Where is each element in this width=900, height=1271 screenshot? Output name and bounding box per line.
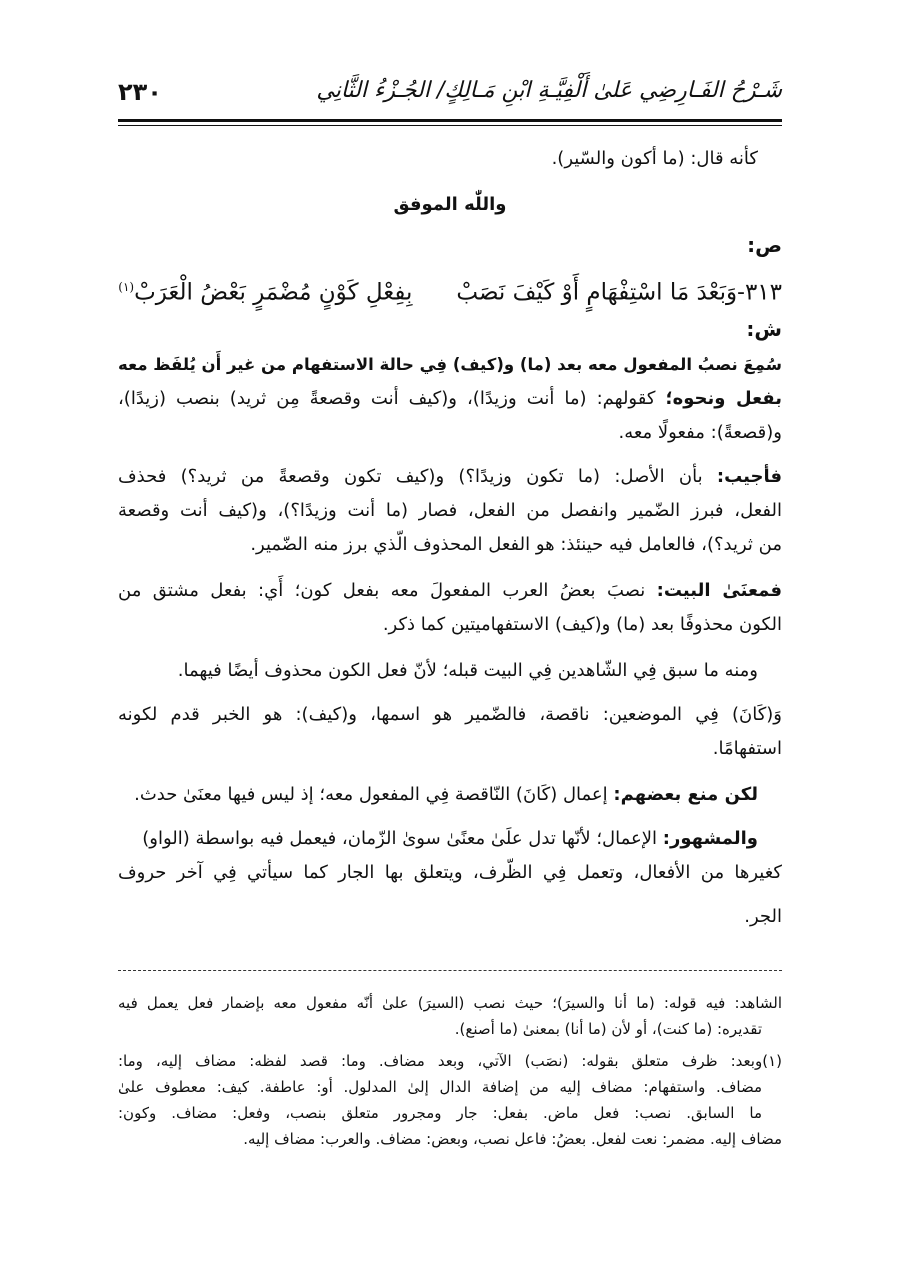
bold-phrase: فمعنَىٰ البيت: — [656, 580, 782, 601]
footnote-line: (١)وبعد: ظرف متعلق بقوله: (نصَب) الآتي، وبعد مضاف. وما: قصد لفظه: مضاف إليه، وما: — [118, 1052, 782, 1070]
paragraph-line: و(قصعةً): مفعولًا معه. — [618, 422, 782, 443]
paragraph-line: الفعل، فبرز الضّمير وانفصل من الفعل، فصار (ما أنت وزيدًا؟)، و(كيف أنت وقصعة — [118, 500, 782, 521]
paragraph-text: كقولهم: (ما أنت وزيدًا)، و(كيف أنت وقصعةً مِن ثريد) بنصب (زيدًا)، — [118, 388, 666, 409]
closing-phrase: واللّٰه الموفق — [393, 194, 507, 215]
paragraph-line — [118, 578, 782, 604]
footnote-line: ما السابق. نصب: فعل ماض. بفعل: جار ومجرور متعلق بنصب، وفعل: مضاف. وكون: — [118, 1104, 762, 1122]
paragraph-text: نصبَ بعضُ العرب المفعولَ معه بفعل كون؛ أَي: بفعل مشتق من — [118, 580, 657, 601]
header-title: شَـرْحُ الفَـارِضِي عَلىٰ أَلْفِيَّـةِ ابْنِ مَـالِكٍ/ الجُـزْءُ الثَّانِي — [316, 78, 782, 103]
header-rule-thick — [118, 119, 782, 122]
footnote-line: مضاف. واستفهام: مضاف إليه من إضافة الدال إلىٰ المدلول. أو: عاطفة. كيف: معطوف علىٰ — [118, 1078, 762, 1096]
verse-second-hemistich: بِفِعْلِ كَوْنٍ مُضْمَرٍ بَعْضُ الْعَرَبْ — [134, 279, 413, 306]
verse-line — [118, 270, 782, 310]
page-number: ٢٣٠ — [118, 78, 162, 106]
body-line: كأنه قال: (ما أكون والسّير). — [551, 148, 758, 169]
paragraph-line — [118, 386, 782, 412]
paragraph-line: استفهامًا. — [712, 738, 782, 759]
verse-first-hemistich: وَبَعْدَ مَا اسْتِفْهَامٍ أَوْ كَيْفَ نَصَبْ — [456, 279, 738, 306]
paragraph-line: من ثريد؟)، فالعامل فيه حينئذ: هو الفعل المحذوف الّذي برز منه الضّمير. — [250, 534, 782, 555]
paragraph-line: كغيرها من الأفعال، وتعمل فِي الظّرف، ويتعلق بها الجار كما سيأتي فِي آخر حروف — [118, 862, 782, 883]
paragraph-line: سُمِعَ نصبُ المفعول معه بعد (ما) و(كيف) فِي حالة الاستفهام من غير أَن يُلفَظ معه — [118, 355, 782, 374]
bold-phrase: بفعل ونحوه؛ — [665, 388, 782, 409]
paragraph-line — [142, 826, 758, 852]
paragraph-line: الكون محذوفًا بعد (ما) و(كيف) الاستفهاميتين كما ذكر. — [382, 614, 782, 635]
commentary-label: ش: — [746, 317, 782, 341]
paragraph-line — [134, 782, 758, 808]
footnote-line: مضاف إليه. مضمر: نعت لفعل. بعضُ: فاعل نصب، وبعض: مضاف. والعرب: مضاف إليه. — [243, 1130, 782, 1148]
bold-phrase: فأجيب: — [716, 466, 782, 487]
paragraph-line: وَ(كَانَ) فِي الموضعين: ناقصة، فالضّمير هو اسمها، و(كيف): هو الخبر قدم لكونه — [118, 704, 782, 725]
paragraph-line: الجر. — [744, 906, 782, 927]
bold-phrase: لكن منع بعضهم: — [613, 784, 758, 805]
bold-phrase: والمشهور: — [662, 828, 758, 849]
paragraph-line — [118, 464, 782, 490]
paragraph-text: بأن الأصل: (ما تكون وزيدًا؟) و(كيف تكون وقصعةً من ثريد؟) فحذف — [118, 466, 717, 487]
paragraph-line: ومنه ما سبق فِي الشّاهدين فِي البيت قبله؛ لأنّ فعل الكون محذوف أيضًا فيهما. — [177, 660, 758, 681]
verse-footnote-ref: (١) — [118, 280, 135, 294]
footnote-line: الشاهد: فيه قوله: (ما أنا والسيرَ)؛ حيث نصب (السيرَ) علىٰ أنّه مفعول معه بإضمار فعل يعمل فيه — [118, 994, 782, 1012]
running-header — [118, 78, 782, 114]
paragraph-text: الإعمال؛ لأنّها تدل علَىٰ معنًىٰ سوىٰ الزّمان، فيعمل فيه بواسطة (الواو) — [142, 828, 663, 849]
footnote-separator — [118, 970, 782, 971]
verse-number: ٣١٣- — [737, 279, 782, 306]
paragraph-text: إعمال (كَانَ) النّاقصة فِي المفعول معه؛ إذ ليس فيها معنَىٰ حدث. — [134, 784, 614, 805]
text-label: ص: — [747, 233, 782, 257]
header-rule-thin — [118, 125, 782, 126]
footnote-line: تقديره: (ما كنت)، أو لأن (ما أنا) بمعنىٰ (ما أصنع). — [454, 1020, 762, 1038]
